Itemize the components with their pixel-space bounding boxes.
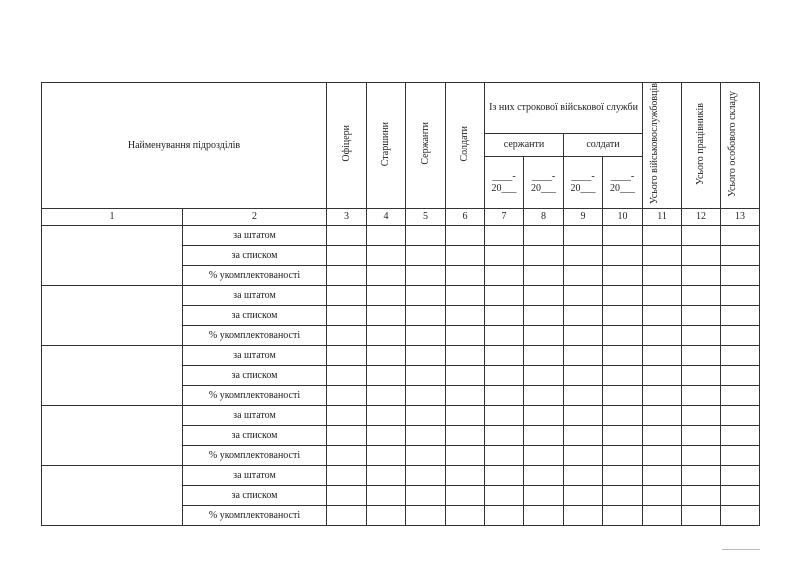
data-cell[interactable] <box>367 446 406 466</box>
data-cell[interactable] <box>327 366 367 386</box>
data-cell[interactable] <box>564 486 603 506</box>
data-cell[interactable] <box>446 246 485 266</box>
column-number: 6 <box>446 209 485 226</box>
data-cell[interactable] <box>603 446 643 466</box>
data-cell[interactable] <box>682 226 721 246</box>
data-cell[interactable] <box>406 446 446 466</box>
column-number: 3 <box>327 209 367 226</box>
data-cell[interactable] <box>643 406 682 426</box>
data-cell[interactable] <box>643 446 682 466</box>
data-cell[interactable] <box>603 486 643 506</box>
column-number: 8 <box>524 209 564 226</box>
table-row <box>42 286 760 306</box>
row-label: за списком <box>183 366 327 386</box>
row-label: % укомплектованості <box>183 386 327 406</box>
data-cell[interactable] <box>327 386 367 406</box>
data-cell[interactable] <box>524 366 564 386</box>
data-cell[interactable] <box>485 326 524 346</box>
data-cell[interactable] <box>406 466 446 486</box>
total-military-header: Усього військовослужбовців <box>643 83 682 209</box>
data-cell[interactable] <box>643 506 682 526</box>
column-number: 2 <box>183 209 327 226</box>
data-cell[interactable] <box>485 306 524 326</box>
data-cell[interactable] <box>446 226 485 246</box>
column-number: 1 <box>42 209 183 226</box>
data-cell[interactable] <box>485 226 524 246</box>
data-cell[interactable] <box>367 326 406 346</box>
row-label: за штатом <box>183 466 327 486</box>
data-cell[interactable] <box>564 306 603 326</box>
data-cell[interactable] <box>446 286 485 306</box>
senior-header: Старшини <box>367 83 406 209</box>
data-cell[interactable] <box>406 506 446 526</box>
data-cell[interactable] <box>367 306 406 326</box>
data-cell[interactable] <box>682 386 721 406</box>
data-cell[interactable] <box>485 406 524 426</box>
data-cell[interactable] <box>643 306 682 326</box>
data-cell[interactable] <box>682 446 721 466</box>
data-cell[interactable] <box>682 426 721 446</box>
data-cell[interactable] <box>564 226 603 246</box>
data-cell[interactable] <box>406 386 446 406</box>
data-cell[interactable] <box>367 386 406 406</box>
data-cell[interactable] <box>721 346 760 366</box>
table-row <box>42 406 760 426</box>
data-cell[interactable] <box>603 266 643 286</box>
column-number: 13 <box>721 209 760 226</box>
data-cell[interactable] <box>406 346 446 366</box>
data-cell[interactable] <box>603 366 643 386</box>
data-cell[interactable] <box>721 506 760 526</box>
data-cell[interactable] <box>327 286 367 306</box>
data-cell[interactable] <box>564 446 603 466</box>
column-number-row <box>42 209 760 226</box>
data-cell[interactable] <box>564 426 603 446</box>
data-cell[interactable] <box>485 286 524 306</box>
data-cell[interactable] <box>721 366 760 386</box>
data-cell[interactable] <box>643 226 682 246</box>
data-cell[interactable] <box>327 266 367 286</box>
data-cell[interactable] <box>485 506 524 526</box>
data-cell[interactable] <box>643 486 682 506</box>
column-number: 5 <box>406 209 446 226</box>
data-cell[interactable] <box>721 406 760 426</box>
data-cell[interactable] <box>643 286 682 306</box>
total-workers-header: Усього працівників <box>682 83 721 209</box>
data-cell[interactable] <box>327 406 367 426</box>
data-cell[interactable] <box>327 506 367 526</box>
data-cell[interactable] <box>367 486 406 506</box>
data-cell[interactable] <box>603 506 643 526</box>
column-number: 9 <box>564 209 603 226</box>
data-cell[interactable] <box>446 486 485 506</box>
data-cell[interactable] <box>327 226 367 246</box>
data-cell[interactable] <box>564 466 603 486</box>
data-cell[interactable] <box>406 326 446 346</box>
data-cell[interactable] <box>564 346 603 366</box>
data-cell[interactable] <box>603 466 643 486</box>
data-cell[interactable] <box>446 366 485 386</box>
data-cell[interactable] <box>524 486 564 506</box>
data-cell[interactable] <box>485 466 524 486</box>
data-cell[interactable] <box>721 466 760 486</box>
unit-name-cell[interactable] <box>42 346 183 406</box>
data-cell[interactable] <box>327 306 367 326</box>
data-cell[interactable] <box>682 466 721 486</box>
data-cell[interactable] <box>446 506 485 526</box>
data-cell[interactable] <box>721 446 760 466</box>
data-cell[interactable] <box>564 326 603 346</box>
row-label: за списком <box>183 306 327 326</box>
data-cell[interactable] <box>682 346 721 366</box>
data-cell[interactable] <box>524 426 564 446</box>
data-cell[interactable] <box>367 406 406 426</box>
data-cell[interactable] <box>367 506 406 526</box>
data-cell[interactable] <box>367 226 406 246</box>
data-cell[interactable] <box>524 326 564 346</box>
footer-rule <box>722 549 760 550</box>
table-row <box>42 226 760 246</box>
data-cell[interactable] <box>524 306 564 326</box>
row-label: за штатом <box>183 286 327 306</box>
data-cell[interactable] <box>367 266 406 286</box>
data-cell[interactable] <box>446 406 485 426</box>
data-cell[interactable] <box>524 446 564 466</box>
data-cell[interactable] <box>367 246 406 266</box>
data-cell[interactable] <box>524 406 564 426</box>
data-cell[interactable] <box>682 286 721 306</box>
unit-name-cell[interactable] <box>42 286 183 346</box>
column-number: 10 <box>603 209 643 226</box>
data-cell[interactable] <box>327 246 367 266</box>
data-cell[interactable] <box>721 426 760 446</box>
data-cell[interactable] <box>524 226 564 246</box>
data-cell[interactable] <box>603 426 643 446</box>
data-cell[interactable] <box>446 306 485 326</box>
data-cell[interactable] <box>367 286 406 306</box>
data-cell[interactable] <box>603 386 643 406</box>
row-label: за штатом <box>183 346 327 366</box>
date-cell: ____- 20___ <box>603 157 643 209</box>
soldiers-header: Солдати <box>446 83 485 209</box>
data-cell[interactable] <box>406 486 446 506</box>
date-cell: ____- 20___ <box>524 157 564 209</box>
column-number: 11 <box>643 209 682 226</box>
table-row <box>42 466 760 486</box>
data-cell[interactable] <box>406 286 446 306</box>
data-cell[interactable] <box>682 266 721 286</box>
data-cell[interactable] <box>524 246 564 266</box>
data-cell[interactable] <box>406 406 446 426</box>
data-cell[interactable] <box>327 346 367 366</box>
data-cell[interactable] <box>682 486 721 506</box>
data-cell[interactable] <box>446 386 485 406</box>
table-row <box>42 346 760 366</box>
column-number: 4 <box>367 209 406 226</box>
data-cell[interactable] <box>485 366 524 386</box>
data-cell[interactable] <box>367 366 406 386</box>
data-cell[interactable] <box>367 426 406 446</box>
data-cell[interactable] <box>643 326 682 346</box>
data-cell[interactable] <box>446 466 485 486</box>
data-cell[interactable] <box>327 486 367 506</box>
row-label: % укомплектованості <box>183 266 327 286</box>
data-cell[interactable] <box>446 266 485 286</box>
data-cell[interactable] <box>524 266 564 286</box>
data-cell[interactable] <box>603 346 643 366</box>
data-cell[interactable] <box>721 286 760 306</box>
row-label: за списком <box>183 246 327 266</box>
data-cell[interactable] <box>721 386 760 406</box>
unit-name-cell[interactable] <box>42 226 183 286</box>
unit-name-header: Найменування підрозділів <box>42 83 327 209</box>
data-cell[interactable] <box>406 226 446 246</box>
sergeants-header: Сержанти <box>406 83 446 209</box>
data-cell[interactable] <box>643 266 682 286</box>
data-cell[interactable] <box>485 346 524 366</box>
date-cell: ____- 20___ <box>485 157 524 209</box>
unit-name-cell[interactable] <box>42 466 183 526</box>
data-cell[interactable] <box>603 406 643 426</box>
data-cell[interactable] <box>446 426 485 446</box>
data-cell[interactable] <box>564 386 603 406</box>
data-cell[interactable] <box>446 326 485 346</box>
unit-name-cell[interactable] <box>42 406 183 466</box>
data-cell[interactable] <box>643 346 682 366</box>
data-cell[interactable] <box>721 306 760 326</box>
data-cell[interactable] <box>603 286 643 306</box>
data-cell[interactable] <box>446 346 485 366</box>
data-cell[interactable] <box>485 446 524 466</box>
row-label: % укомплектованості <box>183 326 327 346</box>
data-cell[interactable] <box>446 446 485 466</box>
officers-header: Офіцери <box>327 83 367 209</box>
data-cell[interactable] <box>524 346 564 366</box>
staffing-table <box>41 82 760 526</box>
data-cell[interactable] <box>682 306 721 326</box>
data-cell[interactable] <box>603 226 643 246</box>
data-cell[interactable] <box>721 266 760 286</box>
column-number: 7 <box>485 209 524 226</box>
data-cell[interactable] <box>721 486 760 506</box>
conscripts-header: Із них строкової військової служби <box>485 83 643 134</box>
data-cell[interactable] <box>564 286 603 306</box>
data-cell[interactable] <box>682 406 721 426</box>
data-cell[interactable] <box>524 466 564 486</box>
data-cell[interactable] <box>643 426 682 446</box>
conscripts-soldiers-header: солдати <box>564 134 643 157</box>
data-cell[interactable] <box>682 506 721 526</box>
data-cell[interactable] <box>682 326 721 346</box>
data-cell[interactable] <box>643 466 682 486</box>
data-cell[interactable] <box>485 266 524 286</box>
data-cell[interactable] <box>327 466 367 486</box>
data-cell[interactable] <box>406 366 446 386</box>
data-cell[interactable] <box>564 506 603 526</box>
data-cell[interactable] <box>485 246 524 266</box>
data-cell[interactable] <box>327 326 367 346</box>
data-cell[interactable] <box>367 466 406 486</box>
data-cell[interactable] <box>406 266 446 286</box>
data-cell[interactable] <box>603 306 643 326</box>
data-cell[interactable] <box>327 426 367 446</box>
data-cell[interactable] <box>485 426 524 446</box>
data-cell[interactable] <box>721 326 760 346</box>
data-cell[interactable] <box>603 326 643 346</box>
data-cell[interactable] <box>524 386 564 406</box>
data-cell[interactable] <box>485 486 524 506</box>
data-cell[interactable] <box>406 426 446 446</box>
table-body <box>42 226 760 526</box>
data-cell[interactable] <box>485 386 524 406</box>
data-cell[interactable] <box>564 366 603 386</box>
data-cell[interactable] <box>682 366 721 386</box>
data-cell[interactable] <box>721 226 760 246</box>
data-cell[interactable] <box>682 246 721 266</box>
column-number: 12 <box>682 209 721 226</box>
data-cell[interactable] <box>327 446 367 466</box>
data-cell[interactable] <box>406 246 446 266</box>
row-label: за списком <box>183 486 327 506</box>
data-cell[interactable] <box>524 286 564 306</box>
data-cell[interactable] <box>643 246 682 266</box>
row-label: за штатом <box>183 406 327 426</box>
row-label: за списком <box>183 426 327 446</box>
conscripts-sergeants-header: сержанти <box>485 134 564 157</box>
data-cell[interactable] <box>721 246 760 266</box>
data-cell[interactable] <box>564 266 603 286</box>
data-cell[interactable] <box>564 246 603 266</box>
data-cell[interactable] <box>603 246 643 266</box>
row-label: за штатом <box>183 226 327 246</box>
data-cell[interactable] <box>643 386 682 406</box>
total-personnel-header: Усього особового складу <box>721 83 760 209</box>
data-cell[interactable] <box>406 306 446 326</box>
data-cell[interactable] <box>524 506 564 526</box>
row-label: % укомплектованості <box>183 446 327 466</box>
data-cell[interactable] <box>643 366 682 386</box>
row-label: % укомплектованості <box>183 506 327 526</box>
data-cell[interactable] <box>367 346 406 366</box>
date-cell: ____- 20___ <box>564 157 603 209</box>
data-cell[interactable] <box>564 406 603 426</box>
